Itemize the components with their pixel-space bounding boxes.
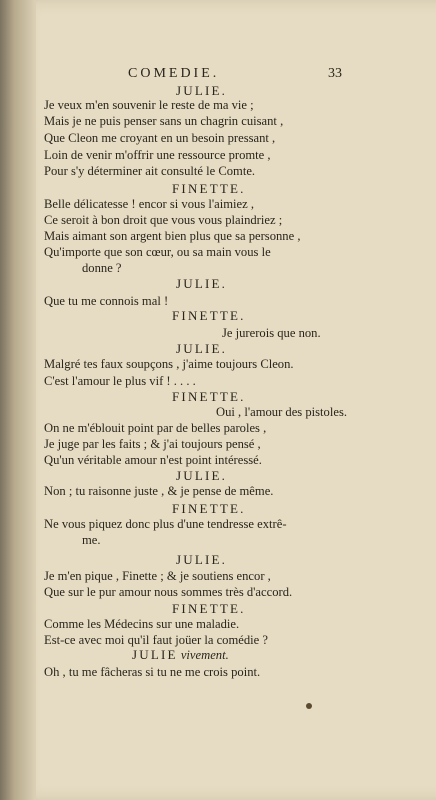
verse-line: Mais aimant son argent bien plus que sa personne , <box>44 229 301 243</box>
verse-line: Loin de venir m'offrir une ressource promte , <box>44 148 271 162</box>
speaker-finette: FINETTE. <box>172 389 246 404</box>
verse-line: Ne vous piquez donc plus d'une tendresse extrê- <box>44 517 287 531</box>
verse-line: Belle délicatesse ! encor si vous l'aimiez , <box>44 197 254 211</box>
verse-line: Je veux m'en souvenir le reste de ma vie ; <box>44 98 254 112</box>
verse-line: Malgré tes faux soupçons , j'aime toujours Cleon. <box>44 357 294 371</box>
verse-line: Qu'importe que son cœur, ou sa main vous le <box>44 245 271 259</box>
verse-line: Que tu me connois mal ! <box>44 294 169 308</box>
page-number: 33 <box>328 66 342 81</box>
verse-line: Ce seroit à bon droit que vous vous plaindriez ; <box>44 213 283 227</box>
speaker-finette: FINETTE. <box>172 501 246 516</box>
speaker-julie: JULIE <box>132 647 178 662</box>
verse-line: C'est l'amour le plus vif ! . . . . <box>44 374 196 388</box>
verse-line: Non ; tu raisonne juste , & je pense de même. <box>44 484 274 498</box>
verse-line: Je juge par les faits ; & j'ai toujours pensé , <box>44 437 261 451</box>
running-title: COMEDIE. <box>128 66 220 81</box>
speaker-julie: JULIE. <box>176 276 228 291</box>
verse-line: Pour s'y déterminer ait consulté le Comte. <box>44 164 256 178</box>
speaker-julie-direction <box>132 647 229 663</box>
verse-line: Oh , tu me fâcheras si tu ne me crois point. <box>44 665 261 679</box>
verse-line: Oui , l'amour des pistoles. <box>216 405 347 419</box>
stage-direction: vivement. <box>180 648 229 662</box>
speaker-julie: JULIE. <box>176 341 228 356</box>
speaker-finette: FINETTE. <box>172 601 246 616</box>
speaker-julie: JULIE. <box>176 468 228 483</box>
speaker-finette: FINETTE. <box>172 181 246 196</box>
verse-line: me. <box>82 533 101 547</box>
verse-line: Qu'un véritable amour n'est point intéressé. <box>44 453 262 467</box>
verse-line: Que sur le pur amour nous sommes très d'accord. <box>44 585 293 599</box>
speaker-julie: JULIE. <box>176 552 228 567</box>
ink-spot <box>306 703 312 709</box>
speaker-finette: FINETTE. <box>172 308 246 323</box>
verse-line: Comme les Médecins sur une maladie. <box>44 617 240 631</box>
verse-line: Mais je ne puis penser sans un chagrin cuisant , <box>44 114 284 128</box>
verse-line: Que Cleon me croyant en un besoin pressant , <box>44 131 276 145</box>
verse-line: Je m'en pique , Finette ; & je soutiens encor , <box>44 569 271 583</box>
speaker-julie: JULIE. <box>176 83 228 98</box>
verse-line: donne ? <box>82 261 122 275</box>
verse-line: Je jurerois que non. <box>222 326 321 340</box>
verse-line: On ne m'éblouit point par de belles paroles , <box>44 421 267 435</box>
verse-line: Est-ce avec moi qu'il faut joüer la comédie ? <box>44 633 268 647</box>
